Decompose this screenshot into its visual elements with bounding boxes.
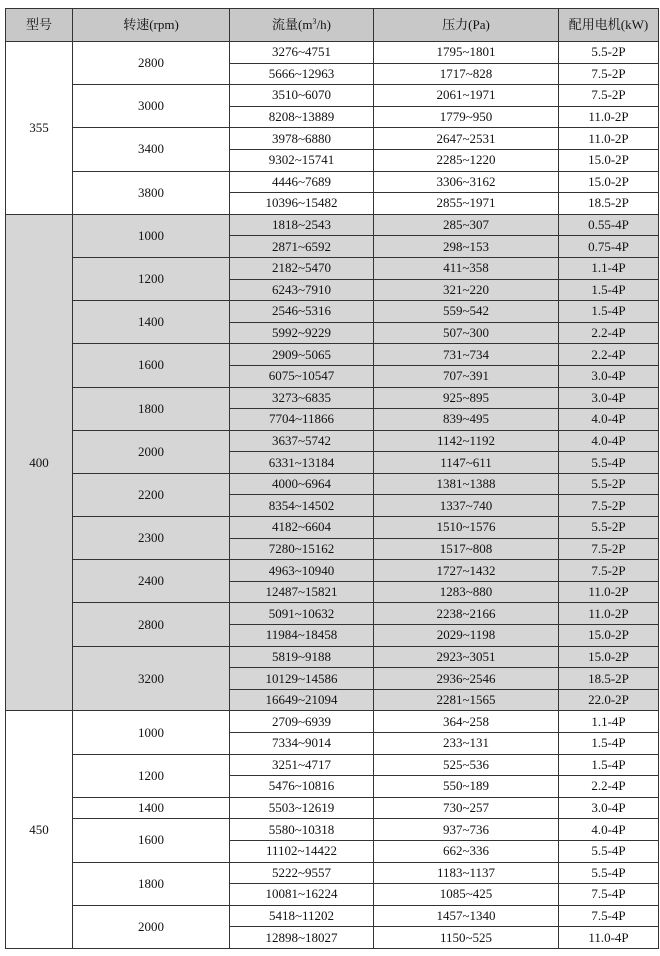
motor-cell: 11.0-4P	[559, 927, 659, 949]
header-model: 型号	[6, 9, 73, 42]
pressure-cell: 2923~3051	[374, 646, 559, 668]
speed-cell: 2400	[73, 560, 230, 603]
motor-cell: 7.5-2P	[559, 63, 659, 85]
pressure-cell: 839~495	[374, 409, 559, 431]
table-body	[6, 42, 659, 949]
table-row	[6, 905, 659, 927]
flow-cell: 6331~13184	[230, 452, 374, 474]
motor-cell: 1.1-4P	[559, 711, 659, 733]
speed-cell: 1200	[73, 257, 230, 300]
speed-cell: 3200	[73, 646, 230, 711]
table-row	[6, 560, 659, 582]
pressure-cell: 1510~1576	[374, 517, 559, 539]
pressure-cell: 730~257	[374, 797, 559, 819]
speed-cell: 2800	[73, 42, 230, 85]
fan-spec-table	[5, 8, 659, 949]
table-row	[6, 797, 659, 819]
speed-cell: 2800	[73, 603, 230, 646]
table-row	[6, 387, 659, 409]
table-row	[6, 819, 659, 841]
speed-cell: 2000	[73, 430, 230, 473]
flow-cell: 6243~7910	[230, 279, 374, 301]
motor-cell: 5.5-4P	[559, 840, 659, 862]
header-speed: 转速(rpm)	[73, 9, 230, 42]
speed-cell: 2200	[73, 473, 230, 516]
flow-cell: 12487~15821	[230, 581, 374, 603]
speed-cell: 2000	[73, 905, 230, 948]
motor-cell: 15.0-2P	[559, 149, 659, 171]
flow-cell: 5666~12963	[230, 63, 374, 85]
flow-cell: 3276~4751	[230, 42, 374, 64]
speed-cell: 1400	[73, 301, 230, 344]
flow-cell: 6075~10547	[230, 365, 374, 387]
flow-cell: 5091~10632	[230, 603, 374, 625]
table-row	[6, 754, 659, 776]
motor-cell: 7.5-2P	[559, 495, 659, 517]
motor-cell: 2.2-4P	[559, 344, 659, 366]
pressure-cell: 2285~1220	[374, 149, 559, 171]
flow-cell: 3273~6835	[230, 387, 374, 409]
speed-cell: 1800	[73, 862, 230, 905]
pressure-cell: 507~300	[374, 322, 559, 344]
pressure-cell: 1283~880	[374, 581, 559, 603]
motor-cell: 7.5-2P	[559, 85, 659, 107]
pressure-cell: 525~536	[374, 754, 559, 776]
speed-cell: 1800	[73, 387, 230, 430]
pressure-cell: 1457~1340	[374, 905, 559, 927]
motor-cell: 7.5-2P	[559, 538, 659, 560]
pressure-cell: 1517~808	[374, 538, 559, 560]
flow-cell: 9302~15741	[230, 149, 374, 171]
flow-cell: 5476~10816	[230, 776, 374, 798]
flow-cell: 5503~12619	[230, 797, 374, 819]
header-flow	[230, 9, 374, 42]
header-pressure: 压力(Pa)	[374, 9, 559, 42]
motor-cell: 11.0-2P	[559, 128, 659, 150]
flow-cell: 4446~7689	[230, 171, 374, 193]
pressure-cell: 1727~1432	[374, 560, 559, 582]
table-row	[6, 711, 659, 733]
pressure-cell: 1779~950	[374, 106, 559, 128]
table-row	[6, 517, 659, 539]
pressure-cell: 1381~1388	[374, 473, 559, 495]
motor-cell: 0.55-4P	[559, 214, 659, 236]
flow-cell: 3251~4717	[230, 754, 374, 776]
pressure-cell: 411~358	[374, 257, 559, 279]
flow-cell: 5418~11202	[230, 905, 374, 927]
flow-cell: 4000~6964	[230, 473, 374, 495]
flow-cell: 10396~15482	[230, 193, 374, 215]
motor-cell: 5.5-4P	[559, 862, 659, 884]
pressure-cell: 937~736	[374, 819, 559, 841]
motor-cell: 3.0-4P	[559, 365, 659, 387]
flow-cell: 2709~6939	[230, 711, 374, 733]
pressure-cell: 2029~1198	[374, 625, 559, 647]
flow-cell: 16649~21094	[230, 689, 374, 711]
speed-cell: 1200	[73, 754, 230, 797]
motor-cell: 4.0-4P	[559, 819, 659, 841]
motor-cell: 18.5-2P	[559, 193, 659, 215]
speed-cell: 1000	[73, 214, 230, 257]
pressure-cell: 2936~2546	[374, 668, 559, 690]
pressure-cell: 364~258	[374, 711, 559, 733]
motor-cell: 15.0-2P	[559, 625, 659, 647]
motor-cell: 2.2-4P	[559, 322, 659, 344]
motor-cell: 1.5-4P	[559, 279, 659, 301]
motor-cell: 5.5-2P	[559, 517, 659, 539]
table-row	[6, 171, 659, 193]
pressure-cell: 2281~1565	[374, 689, 559, 711]
table-row	[6, 603, 659, 625]
flow-cell: 8208~13889	[230, 106, 374, 128]
pressure-cell: 1183~1137	[374, 862, 559, 884]
motor-cell: 3.0-4P	[559, 797, 659, 819]
flow-cell: 11984~18458	[230, 625, 374, 647]
flow-cell: 10081~16224	[230, 884, 374, 906]
pressure-cell: 550~189	[374, 776, 559, 798]
motor-cell: 11.0-2P	[559, 603, 659, 625]
table-row	[6, 473, 659, 495]
table-row	[6, 646, 659, 668]
flow-cell: 4182~6604	[230, 517, 374, 539]
motor-cell: 3.0-4P	[559, 387, 659, 409]
motor-cell: 4.0-4P	[559, 409, 659, 431]
header-row	[6, 9, 659, 42]
flow-cell: 3510~6070	[230, 85, 374, 107]
pressure-cell: 559~542	[374, 301, 559, 323]
table-row	[6, 85, 659, 107]
motor-cell: 5.5-2P	[559, 473, 659, 495]
pressure-cell: 285~307	[374, 214, 559, 236]
flow-cell: 8354~14502	[230, 495, 374, 517]
pressure-cell: 2647~2531	[374, 128, 559, 150]
pressure-cell: 731~734	[374, 344, 559, 366]
flow-cell: 2546~5316	[230, 301, 374, 323]
flow-cell: 3978~6880	[230, 128, 374, 150]
header-motor: 配用电机(kW)	[559, 9, 659, 42]
motor-cell: 7.5-4P	[559, 884, 659, 906]
speed-cell: 1600	[73, 819, 230, 862]
pressure-cell: 1795~1801	[374, 42, 559, 64]
pressure-cell: 1337~740	[374, 495, 559, 517]
pressure-cell: 1085~425	[374, 884, 559, 906]
motor-cell: 1.5-4P	[559, 301, 659, 323]
motor-cell: 11.0-2P	[559, 106, 659, 128]
motor-cell: 5.5-2P	[559, 42, 659, 64]
flow-cell: 10129~14586	[230, 668, 374, 690]
motor-cell: 11.0-2P	[559, 581, 659, 603]
table-row	[6, 42, 659, 64]
pressure-cell: 321~220	[374, 279, 559, 301]
speed-cell: 3000	[73, 85, 230, 128]
header-flow-superscript: 3	[312, 17, 317, 26]
flow-cell: 3637~5742	[230, 430, 374, 452]
flow-cell: 5819~9188	[230, 646, 374, 668]
motor-cell: 7.5-2P	[559, 560, 659, 582]
flow-cell: 2182~5470	[230, 257, 374, 279]
flow-cell: 2871~6592	[230, 236, 374, 258]
pressure-cell: 1142~1192	[374, 430, 559, 452]
pressure-cell: 2238~2166	[374, 603, 559, 625]
header-flow-prefix: 流量(m	[272, 17, 313, 32]
flow-cell: 12898~18027	[230, 927, 374, 949]
motor-cell: 0.75-4P	[559, 236, 659, 258]
flow-cell: 11102~14422	[230, 840, 374, 862]
speed-cell: 3400	[73, 128, 230, 171]
speed-cell: 1600	[73, 344, 230, 387]
pressure-cell: 1717~828	[374, 63, 559, 85]
pressure-cell: 1150~525	[374, 927, 559, 949]
pressure-cell: 2061~1971	[374, 85, 559, 107]
flow-cell: 7704~11866	[230, 409, 374, 431]
header-flow-suffix: /h)	[316, 17, 331, 32]
motor-cell: 5.5-4P	[559, 452, 659, 474]
speed-cell: 2300	[73, 517, 230, 560]
model-cell: 400	[6, 214, 73, 711]
flow-cell: 7334~9014	[230, 733, 374, 755]
table-row	[6, 862, 659, 884]
speed-cell: 3800	[73, 171, 230, 214]
pressure-cell: 298~153	[374, 236, 559, 258]
flow-cell: 1818~2543	[230, 214, 374, 236]
table-row	[6, 301, 659, 323]
table-row	[6, 214, 659, 236]
speed-cell: 1400	[73, 797, 230, 819]
motor-cell: 2.2-4P	[559, 776, 659, 798]
motor-cell: 1.1-4P	[559, 257, 659, 279]
table-row	[6, 344, 659, 366]
motor-cell: 15.0-2P	[559, 646, 659, 668]
flow-cell: 7280~15162	[230, 538, 374, 560]
flow-cell: 5992~9229	[230, 322, 374, 344]
model-cell: 355	[6, 42, 73, 215]
motor-cell: 1.5-4P	[559, 733, 659, 755]
pressure-cell: 925~895	[374, 387, 559, 409]
flow-cell: 5580~10318	[230, 819, 374, 841]
pressure-cell: 1147~611	[374, 452, 559, 474]
model-cell: 450	[6, 711, 73, 949]
table-row	[6, 430, 659, 452]
pressure-cell: 3306~3162	[374, 171, 559, 193]
motor-cell: 15.0-2P	[559, 171, 659, 193]
motor-cell: 7.5-4P	[559, 905, 659, 927]
pressure-cell: 233~131	[374, 733, 559, 755]
motor-cell: 4.0-4P	[559, 430, 659, 452]
pressure-cell: 2855~1971	[374, 193, 559, 215]
table-row	[6, 128, 659, 150]
pressure-cell: 707~391	[374, 365, 559, 387]
table-row	[6, 257, 659, 279]
pressure-cell: 662~336	[374, 840, 559, 862]
motor-cell: 18.5-2P	[559, 668, 659, 690]
flow-cell: 2909~5065	[230, 344, 374, 366]
motor-cell: 22.0-2P	[559, 689, 659, 711]
flow-cell: 4963~10940	[230, 560, 374, 582]
speed-cell: 1000	[73, 711, 230, 754]
fan-spec-table-container	[5, 8, 659, 949]
motor-cell: 1.5-4P	[559, 754, 659, 776]
flow-cell: 5222~9557	[230, 862, 374, 884]
